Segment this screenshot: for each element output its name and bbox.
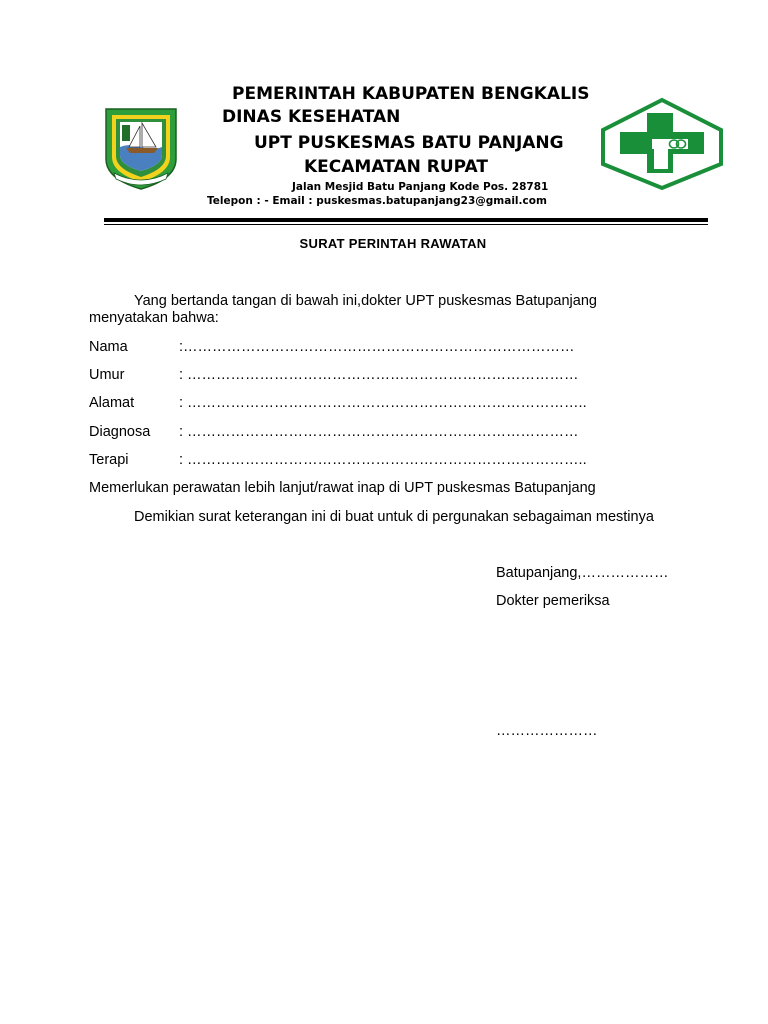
- field-label-diagnosa: Diagnosa: [89, 424, 151, 440]
- header-agency: DINAS KESEHATAN: [222, 107, 401, 127]
- field-value-nama: :………………………………………………………………………: [179, 339, 575, 355]
- field-label-nama: Nama: [89, 339, 128, 355]
- document-title: SURAT PERINTAH RAWATAN: [299, 236, 487, 251]
- header-address: Jalan Mesjid Batu Panjang Kode Pos. 28781: [292, 181, 549, 193]
- signature-place-date: Batupanjang,………………: [496, 565, 669, 581]
- field-value-umur: : ………………………………………………………………………: [179, 367, 579, 383]
- signature-name-line: …………………: [496, 723, 598, 739]
- header-puskesmas: UPT PUSKESMAS BATU PANJANG: [254, 133, 564, 153]
- header-divider-thick: [104, 218, 708, 222]
- bengkalis-crest-icon: [104, 107, 178, 196]
- signature-role: Dokter pemeriksa: [496, 593, 610, 609]
- header-contact: Telepon : - Email : puskesmas.batupanjang23@gmail.com: [207, 195, 547, 207]
- intro-line-2: menyatakan bahwa:: [89, 310, 219, 326]
- header-government: PEMERINTAH KABUPATEN BENGKALIS: [232, 84, 590, 104]
- intro-line-1: Yang bertanda tangan di bawah ini,dokter UPT puskesmas Batupanjang: [134, 293, 597, 309]
- field-label-alamat: Alamat: [89, 395, 135, 411]
- field-label-terapi: Terapi: [89, 452, 129, 468]
- header-divider-thin: [104, 224, 708, 225]
- field-value-terapi: : ………………………………………………………………………..: [179, 452, 587, 468]
- header-district: KECAMATAN RUPAT: [304, 157, 488, 177]
- puskesmas-cross-logo-icon: [600, 97, 724, 196]
- statement-text: Memerlukan perawatan lebih lanjut/rawat inap di UPT puskesmas Batupanjang: [89, 480, 596, 496]
- field-label-umur: Umur: [89, 367, 125, 383]
- field-value-alamat: : ………………………………………………………………………..: [179, 395, 587, 411]
- field-value-diagnosa: : ………………………………………………………………………: [179, 424, 579, 440]
- closing-text: Demikian surat keterangan ini di buat untuk di pergunakan sebagaiman mestinya: [134, 509, 654, 525]
